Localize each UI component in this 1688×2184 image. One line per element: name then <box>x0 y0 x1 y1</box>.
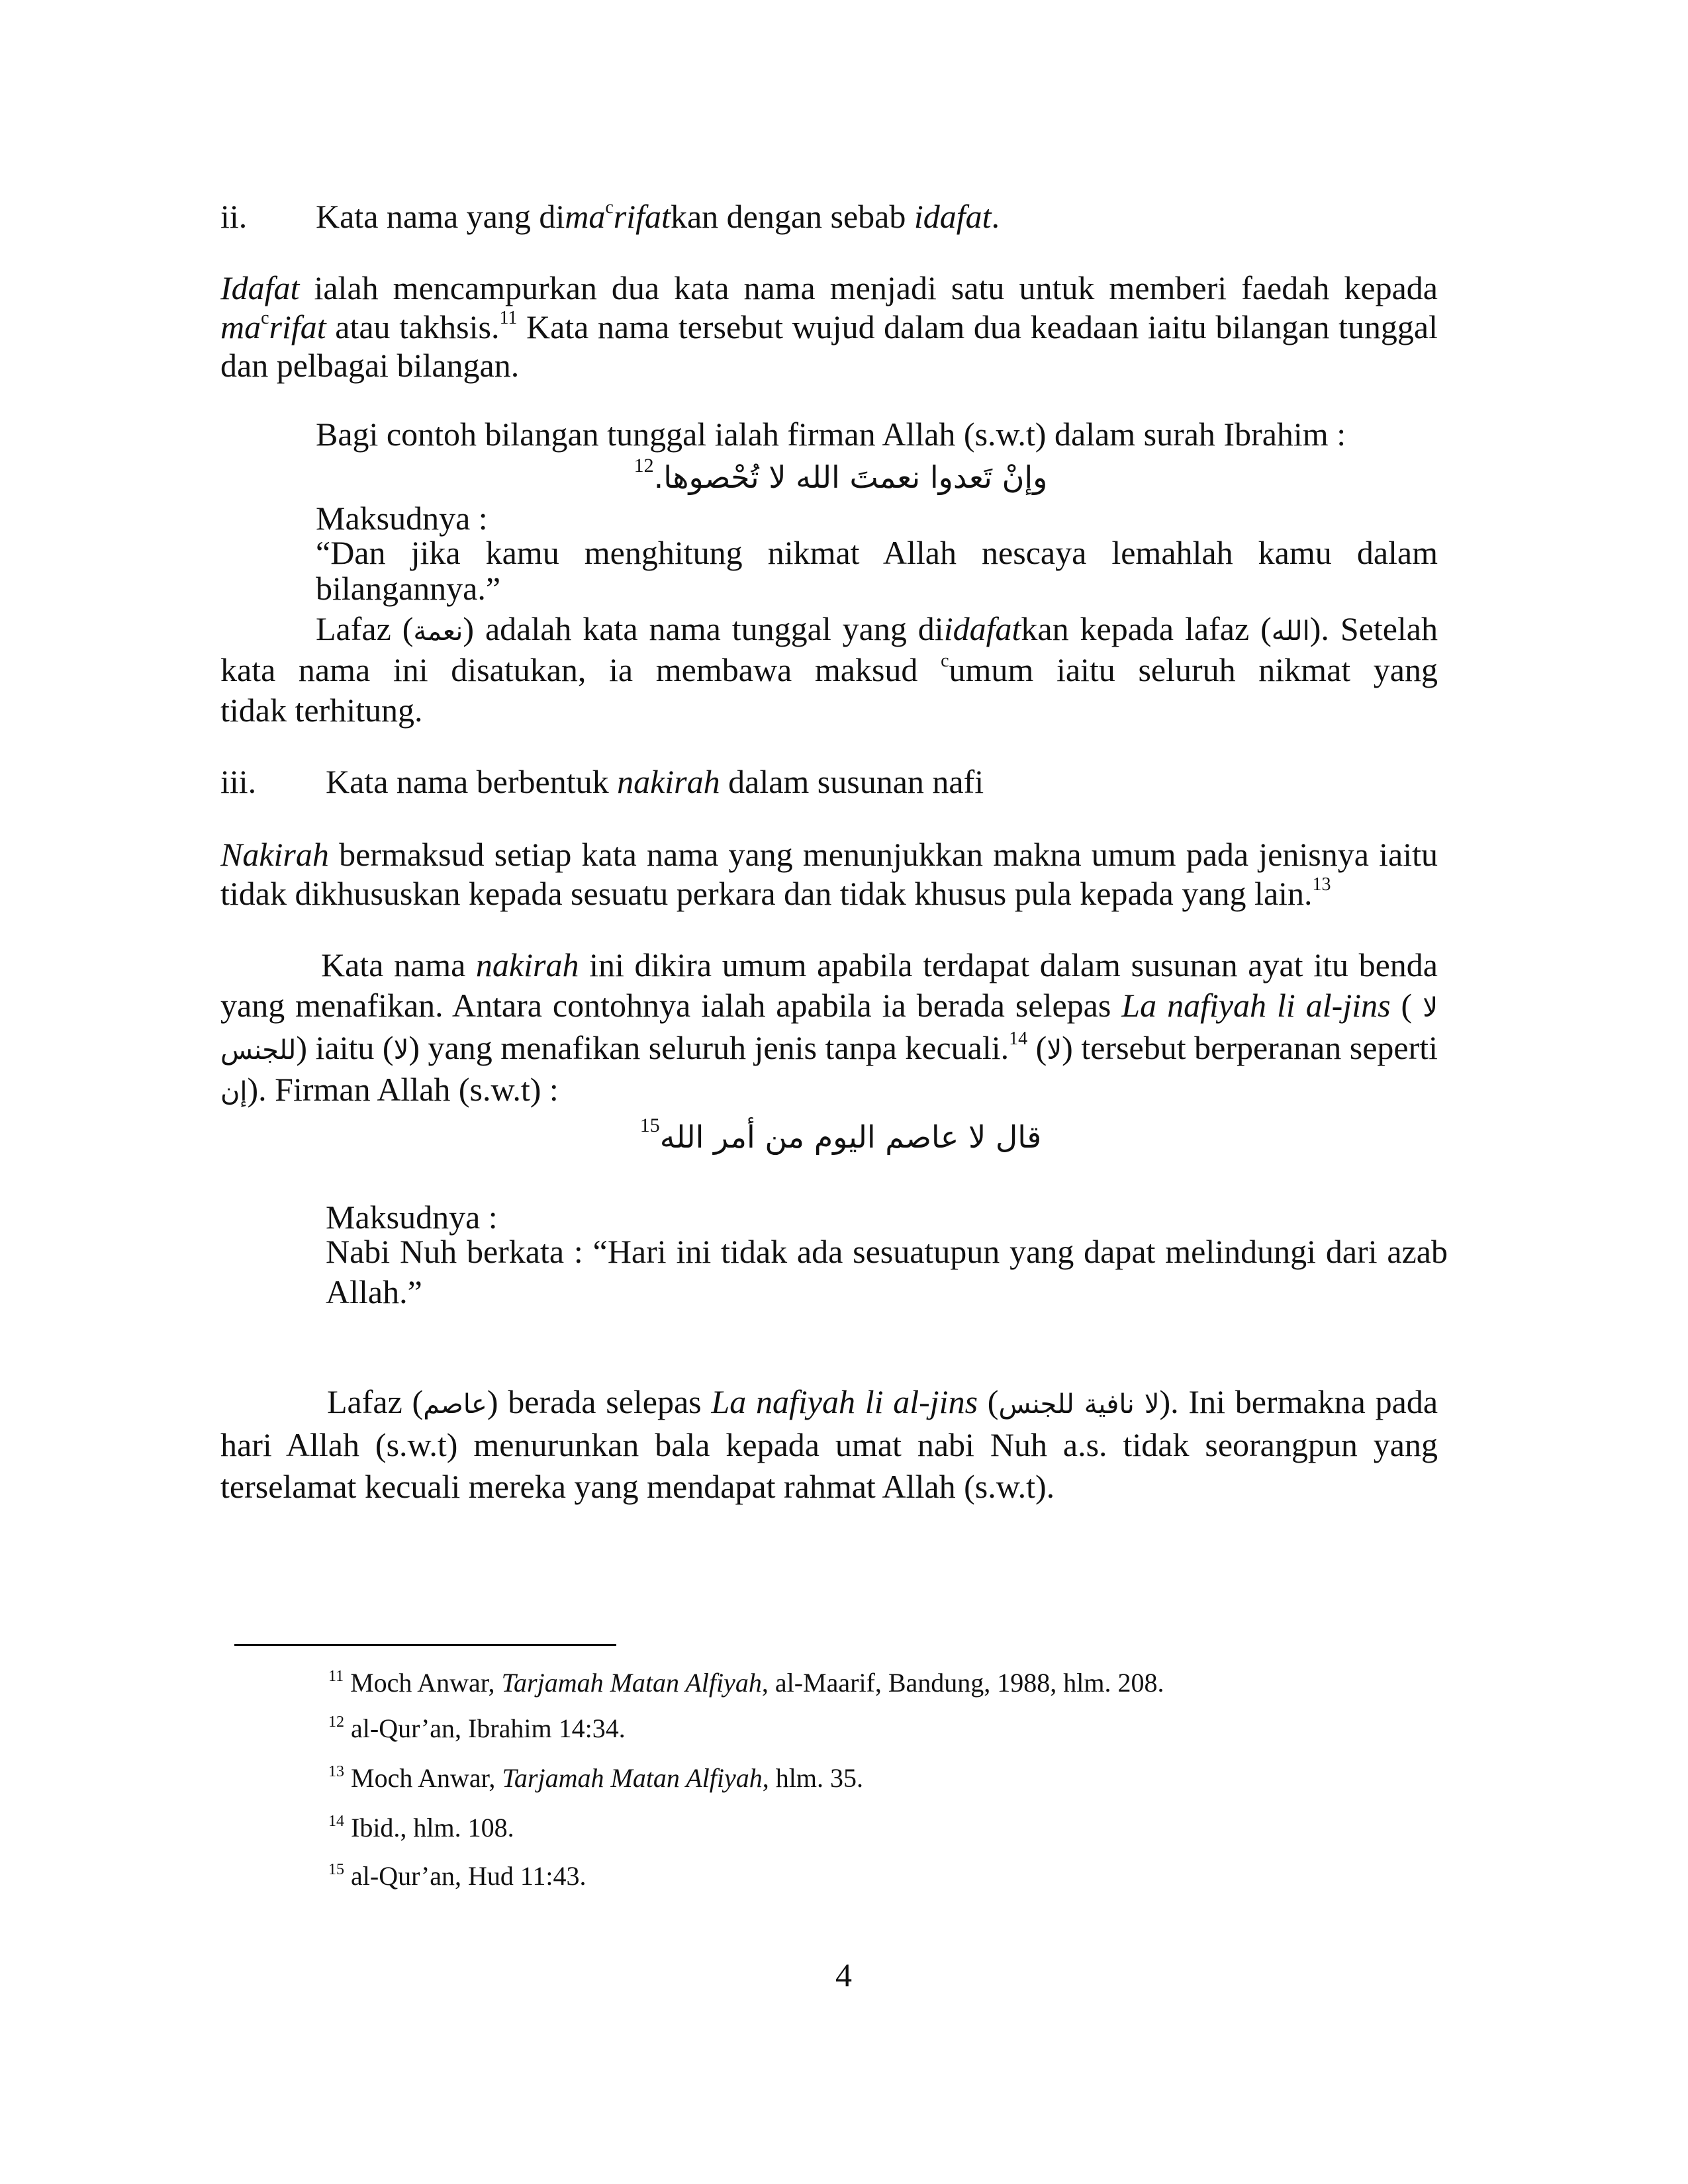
verse-text: وإنْ تَعدوا نعمتَ الله لا تُحْصوها. <box>653 459 1048 495</box>
arabic-verse-ibrahim <box>0 454 1681 500</box>
superscript: 14 <box>1009 1028 1028 1049</box>
example-intro <box>316 414 1346 454</box>
arabic-term: عاصم <box>423 1389 487 1420</box>
text-segment: Maksudnya : <box>316 500 488 537</box>
footnote-14 <box>328 1811 514 1844</box>
text-segment: Moch Anwar, <box>350 1668 502 1698</box>
superscript: 13 <box>328 1763 344 1780</box>
footnote-12 <box>328 1712 626 1745</box>
heading-ii-number: ii. <box>220 198 248 235</box>
text-segment: ini dikira umum apabila terdapat dalam susunan ayat itu benda <box>579 946 1438 983</box>
text-segment: Bagi contoh bilangan tunggal ialah firman Allah (s.w.t) dalam surah Ibrahim : <box>316 416 1346 453</box>
text-segment: Nabi Nuh berkata : “Hari ini tidak ada sesuatupun yang dapat melindungi dari azab <box>326 1233 1448 1270</box>
explanation-line <box>220 690 423 730</box>
text-segment: dalam susunan nafi <box>720 763 984 800</box>
text-segment: Moch Anwar, <box>351 1763 502 1793</box>
text-segment: al-Qur’an, Ibrahim 14:34. <box>351 1713 626 1743</box>
text-segment: atau takhsis. <box>326 308 500 345</box>
text-segment: kan kepada lafaz ( <box>1021 610 1272 647</box>
italic-term: ma <box>220 308 261 345</box>
text-segment: , al-Maarif, Bandung, 1988, hlm. 208. <box>761 1668 1164 1698</box>
translation-line <box>316 569 500 608</box>
translation-line <box>326 1232 1448 1271</box>
superscript: 11 <box>328 1668 344 1685</box>
italic-term: rifat <box>269 308 326 345</box>
text-segment: ). Firman Allah (s.w.t) : <box>247 1071 559 1108</box>
text-segment: Kata nama <box>321 946 476 983</box>
text-segment: yang menafikan. Antara contohnya ialah apabila ia berada selepas <box>220 987 1122 1024</box>
text-segment: ( <box>1027 1029 1047 1066</box>
text-segment: ( <box>978 1383 999 1420</box>
superscript: 11 <box>499 308 518 328</box>
text-segment: Kata nama berbentuk <box>326 763 618 800</box>
translation-line <box>316 533 1438 572</box>
text-segment: ialah mencampurkan dua kata nama menjadi satu untuk memberi faedah kepada <box>299 269 1438 306</box>
text-segment: bermaksud setiap kata nama yang menunjukkan makna umum pada jenisnya iaitu <box>328 836 1438 873</box>
italic-term: La nafiyah li al-jins <box>1121 987 1391 1024</box>
italic-term: rifat <box>613 198 671 235</box>
text-segment: ( <box>1390 987 1423 1024</box>
paragraph-line <box>321 945 1438 985</box>
text-segment: Maksudnya : <box>326 1199 498 1236</box>
text-segment: , hlm. 35. <box>762 1763 863 1793</box>
text-segment: Allah.” <box>326 1273 422 1310</box>
arabic-term: لا <box>393 1035 409 1066</box>
text-segment: Kata nama yang di <box>316 198 565 235</box>
paragraph-idafat-line <box>220 307 1438 347</box>
text-segment: umum iaitu seluruh nikmat yang <box>949 651 1438 688</box>
paragraph-line <box>327 1382 1438 1422</box>
footnote-divider <box>234 1644 616 1646</box>
heading-iii <box>326 762 984 801</box>
superscript: 14 <box>328 1813 344 1830</box>
arabic-verse-hud <box>0 1114 1681 1160</box>
paragraph-line <box>220 1425 1438 1465</box>
translation-line <box>326 1272 422 1312</box>
text-segment: kan dengan sebab <box>670 198 914 235</box>
text-segment: Ibid., hlm. 108. <box>351 1813 514 1843</box>
paragraph-line <box>220 1028 1438 1068</box>
italic-term: La nafiyah li al-jins <box>711 1383 978 1420</box>
arabic-term: إن <box>220 1077 248 1107</box>
arabic-term: لا نافية للجنس <box>998 1389 1160 1420</box>
arabic-term: الله <box>1271 616 1310 647</box>
italic-term: Nakirah <box>220 836 329 873</box>
superscript: 15 <box>328 1861 344 1878</box>
arabic-term: لا <box>1047 1035 1062 1066</box>
text-segment: hari Allah (s.w.t) menurunkan bala kepada umat nabi Nuh a.s. tidak seorangpun yang <box>220 1426 1438 1463</box>
italic-term: idafat <box>914 198 992 235</box>
footnote-13 <box>328 1762 863 1795</box>
paragraph-line <box>220 1069 559 1109</box>
superscript: 12 <box>328 1713 344 1731</box>
superscript: c <box>941 651 949 671</box>
heading-ii <box>316 197 1000 236</box>
paragraph-nakirah-line <box>220 874 1331 913</box>
text-segment: “Dan jika kamu menghitung nikmat Allah nescaya lemahlah kamu dalam <box>316 534 1438 571</box>
page-number: 4 <box>835 1956 852 1993</box>
text-segment: ) yang menafikan seluruh jenis tanpa kecuali. <box>408 1029 1009 1066</box>
superscript: c <box>261 308 269 328</box>
explanation-line <box>316 609 1438 649</box>
text-segment: Lafaz ( <box>316 610 414 647</box>
text-segment: kata nama ini disatukan, ia membawa maksud <box>220 651 941 688</box>
verse-text: قال لا عاصم اليوم من أمر الله <box>659 1119 1042 1155</box>
italic-term: nakirah <box>475 946 579 983</box>
italic-term: ma <box>565 198 606 235</box>
text-segment: Lafaz ( <box>327 1383 424 1420</box>
text-segment: ) tersebut berperanan seperti <box>1062 1029 1438 1066</box>
paragraph-idafat-line <box>220 345 519 385</box>
paragraph-nakirah-line <box>220 835 1438 874</box>
text-segment: ) iaitu ( <box>296 1029 394 1066</box>
text-segment: tidak dikhususkan kepada sesuatu perkara dan tidak khusus pula kepada yang lain. <box>220 875 1313 912</box>
verse-ref: 12 <box>633 455 654 477</box>
text-segment: bilangannya.” <box>316 570 501 607</box>
text-segment: . <box>991 198 1000 235</box>
arabic-term: لا <box>1423 993 1438 1023</box>
text-segment: ) berada selepas <box>487 1383 712 1420</box>
italic-term: Tarjamah Matan Alfiyah <box>501 1668 762 1698</box>
arabic-term: نعمة <box>413 616 463 647</box>
maksudnya-label <box>316 498 488 538</box>
italic-term: Idafat <box>220 269 300 306</box>
text-segment: terselamat kecuali mereka yang mendapat rahmat Allah (s.w.t). <box>220 1468 1055 1505</box>
footnote-15 <box>328 1860 586 1893</box>
text-segment: dan pelbagai bilangan. <box>220 347 520 384</box>
maksudnya-label <box>326 1197 498 1237</box>
paragraph-idafat-line <box>220 268 1438 308</box>
text-segment: tidak terhitung. <box>220 692 423 729</box>
text-segment: al-Qur’an, Hud 11:43. <box>351 1861 586 1891</box>
arabic-term: للجنس <box>220 1035 297 1066</box>
italic-term: Tarjamah Matan Alfiyah <box>502 1763 763 1793</box>
heading-iii-number: iii. <box>220 763 257 800</box>
paragraph-line <box>220 985 1438 1025</box>
text-segment: Kata nama tersebut wujud dalam dua keadaan iaitu bilangan tunggal <box>517 308 1438 345</box>
superscript: c <box>605 197 614 218</box>
italic-term: nakirah <box>617 763 720 800</box>
explanation-line <box>220 650 1438 690</box>
footnote-11 <box>328 1666 1164 1700</box>
verse-ref: 15 <box>639 1115 660 1136</box>
paragraph-line <box>220 1467 1055 1506</box>
italic-term: idafat <box>943 610 1021 647</box>
superscript: 13 <box>1312 874 1331 895</box>
text-segment: ) adalah kata nama tunggal yang di <box>463 610 944 647</box>
text-segment: ). Setelah <box>1309 610 1438 647</box>
text-segment: ). Ini bermakna pada <box>1159 1383 1438 1420</box>
